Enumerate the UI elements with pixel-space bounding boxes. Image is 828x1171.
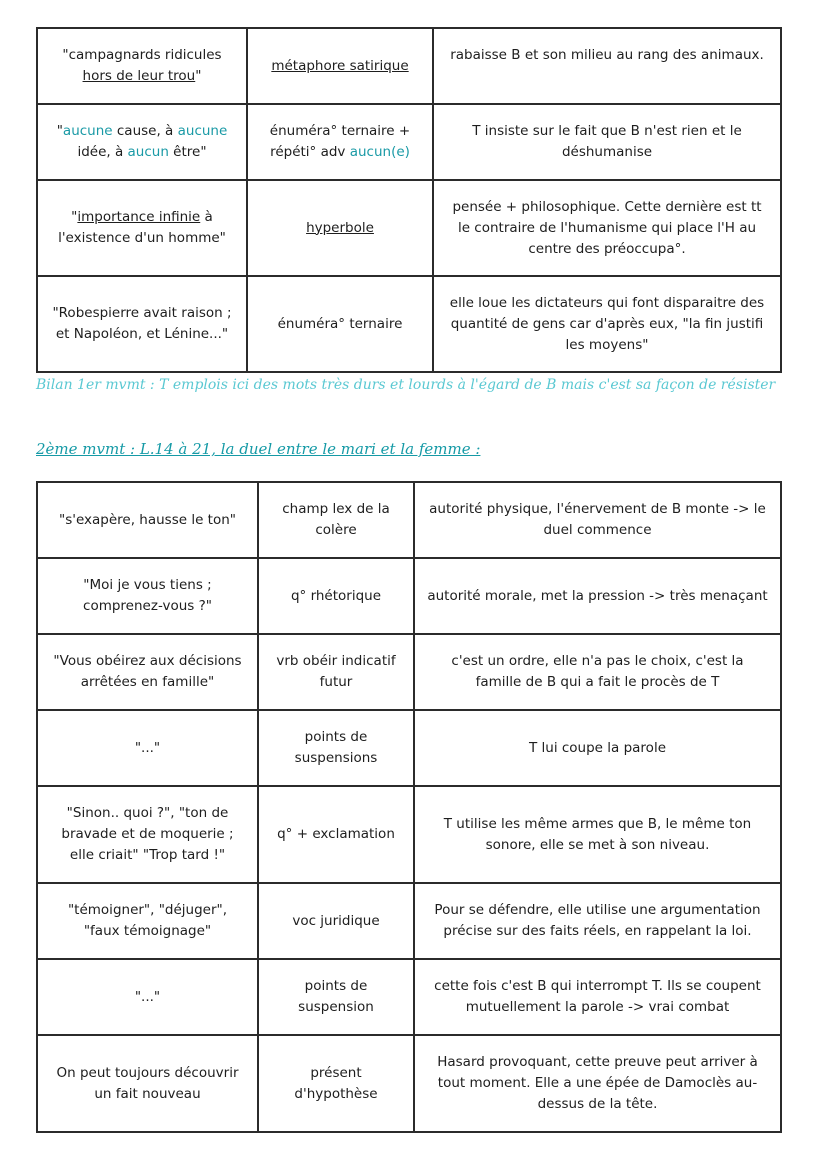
- table-figures-mvmt-2: [36, 481, 782, 1133]
- quote-cell: On peut toujours découvrir un fait nouveau: [37, 1035, 258, 1132]
- table-row: [37, 180, 781, 276]
- effect-cell: Pour se défendre, elle utilise une argumentation précise sur des faits réels, en rappelant la loi.: [414, 883, 781, 959]
- figure-cell: champ lex de la colère: [258, 482, 414, 558]
- effect-cell: elle loue les dictateurs qui font disparaitre des quantité de gens car d'après eux, "la fin justifi les moyens": [433, 276, 781, 372]
- table-row: [37, 104, 781, 180]
- effect-cell: autorité physique, l'énervement de B monte -> le duel commence: [414, 482, 781, 558]
- figure-cell: points de suspensions: [258, 710, 414, 786]
- effect-cell: cette fois c'est B qui interrompt T. Ils se coupent mutuellement la parole -> vrai combat: [414, 959, 781, 1035]
- table-row: [37, 1035, 781, 1132]
- table-row: [37, 883, 781, 959]
- quote-cell: "importance infinie à l'existence d'un homme": [37, 180, 247, 276]
- figure-cell: q° + exclamation: [258, 786, 414, 883]
- effect-cell: rabaisse B et son milieu au rang des animaux.: [433, 28, 781, 104]
- quote-cell: "...": [37, 710, 258, 786]
- table-figures-mvmt-1: [36, 27, 782, 373]
- section-heading-mvmt-2: 2ème mvmt : L.14 à 21, la duel entre le mari et la femme :: [36, 440, 481, 458]
- bilan-note: Bilan 1er mvmt : T emplois ici des mots très durs et lourds à l'égard de B mais c'est sa façon de résister: [36, 377, 776, 393]
- quote-cell: "s'exapère, hausse le ton": [37, 482, 258, 558]
- quote-cell: "Moi je vous tiens ; comprenez-vous ?": [37, 558, 258, 634]
- effect-cell: Hasard provoquant, cette preuve peut arriver à tout moment. Elle a une épée de Damoclès au-dessus de la tête.: [414, 1035, 781, 1132]
- figure-cell: voc juridique: [258, 883, 414, 959]
- quote-cell: "...": [37, 959, 258, 1035]
- figure-cell: énuméra° ternaire + répéti° adv aucun(e): [247, 104, 433, 180]
- figure-cell: vrb obéir indicatif futur: [258, 634, 414, 710]
- figure-cell: points de suspension: [258, 959, 414, 1035]
- table-row: [37, 786, 781, 883]
- effect-cell: autorité morale, met la pression -> très menaçant: [414, 558, 781, 634]
- effect-cell: pensée + philosophique. Cette dernière est tt le contraire de l'humanisme qui place l'H au centre des préoccupa°.: [433, 180, 781, 276]
- quote-cell: "aucune cause, à aucune idée, à aucun être": [37, 104, 247, 180]
- table-row: [37, 276, 781, 372]
- effect-cell: T insiste sur le fait que B n'est rien et le déshumanise: [433, 104, 781, 180]
- figure-cell: énuméra° ternaire: [247, 276, 433, 372]
- figure-cell: présent d'hypothèse: [258, 1035, 414, 1132]
- effect-cell: c'est un ordre, elle n'a pas le choix, c'est la famille de B qui a fait le procès de T: [414, 634, 781, 710]
- table-row: [37, 482, 781, 558]
- quote-cell: "Vous obéirez aux décisions arrêtées en famille": [37, 634, 258, 710]
- table-row: [37, 634, 781, 710]
- figure-cell: q° rhétorique: [258, 558, 414, 634]
- figure-cell: métaphore satirique: [247, 28, 433, 104]
- quote-cell: "campagnards ridicules hors de leur trou": [37, 28, 247, 104]
- quote-cell: "Sinon.. quoi ?", "ton de bravade et de moquerie ; elle criait" "Trop tard !": [37, 786, 258, 883]
- quote-cell: "Robespierre avait raison ; et Napoléon, et Lénine...": [37, 276, 247, 372]
- effect-cell: T utilise les même armes que B, le même ton sonore, elle se met à son niveau.: [414, 786, 781, 883]
- table-row: [37, 710, 781, 786]
- table-row: [37, 28, 781, 104]
- table-row: [37, 558, 781, 634]
- table-row: [37, 959, 781, 1035]
- effect-cell: T lui coupe la parole: [414, 710, 781, 786]
- quote-cell: "témoigner", "déjuger", "faux témoignage": [37, 883, 258, 959]
- figure-cell: hyperbole: [247, 180, 433, 276]
